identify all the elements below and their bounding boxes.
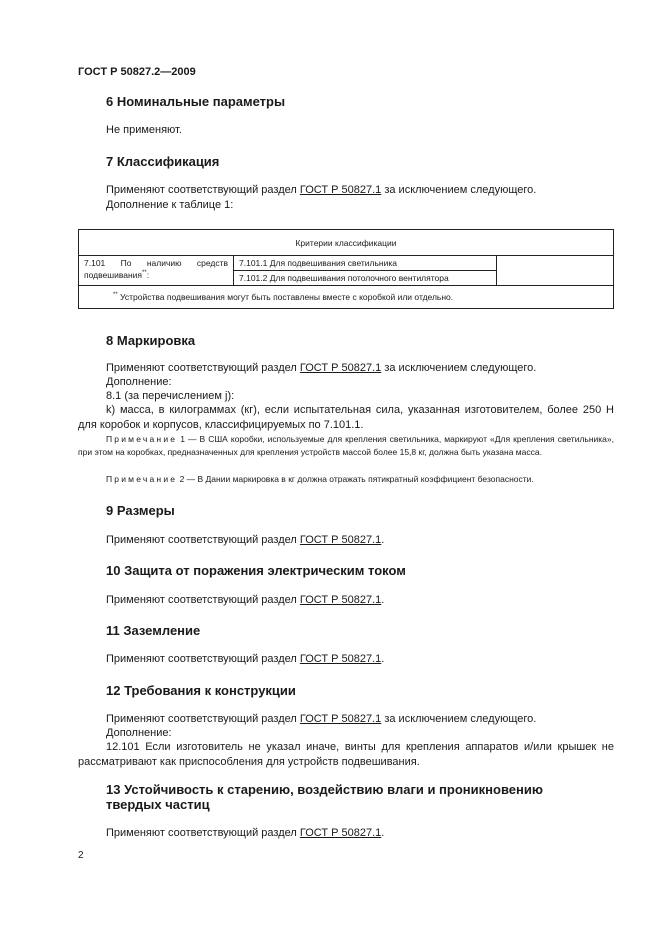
section-7-line1: Применяют соответствующий раздел ГОСТ Р 50827.1 за исключением следующего. <box>106 184 537 196</box>
gost-reference-link[interactable]: ГОСТ Р 50827.1 <box>299 534 382 546</box>
section-8-line3: 8.1 (за перечислением j): <box>106 390 235 402</box>
section-11-text: Применяют соответствующий раздел ГОСТ Р 50827.1. <box>106 653 385 665</box>
table-empty-cell <box>497 256 614 286</box>
table-header: Критерии классификации <box>79 230 614 256</box>
section-8-note-1: Примечание 1 — В США коробки, используемые для крепления светильника, маркируют «Для крепления светильника», при этом на коробках, предназначенных для крепления устройств массой более 15,8 кг, должна быть указана масса. <box>78 434 614 457</box>
section-7-heading: 7 Классификация <box>106 154 220 169</box>
gost-reference-link[interactable]: ГОСТ Р 50827.1 <box>299 827 382 839</box>
gost-reference-link[interactable]: ГОСТ Р 50827.1 <box>299 362 382 374</box>
section-6-text: Не применяют. <box>106 124 182 136</box>
section-12-line1: Применяют соответствующий раздел ГОСТ Р 50827.1 за исключением следующего. <box>106 713 537 725</box>
section-8-line1: Применяют соответствующий раздел ГОСТ Р 50827.1 за исключением следующего. <box>106 362 537 374</box>
section-6-heading: 6 Номинальные параметры <box>106 94 286 109</box>
section-12-heading: 12 Требования к конструкции <box>106 683 296 698</box>
gost-reference-link[interactable]: ГОСТ Р 50827.1 <box>299 713 382 725</box>
section-11-heading: 11 Заземление <box>106 623 201 638</box>
section-12-item: 12.101 Если изготовитель не указал иначе, винты для крепления аппаратов и/или крышек не рассматривают как приспособления для устройств подвешивания. <box>78 741 614 768</box>
section-13-heading-line2: твердых частиц <box>106 797 210 812</box>
section-9-text: Применяют соответствующий раздел ГОСТ Р 50827.1. <box>106 534 385 546</box>
gost-reference-link[interactable]: ГОСТ Р 50827.1 <box>299 594 382 606</box>
section-8-note-2: Примечание 2 — В Дании маркировка в кг должна отражать пятикратный коэффициент безопасности. <box>106 474 534 484</box>
gost-reference-link[interactable]: ГОСТ Р 50827.1 <box>299 184 382 196</box>
section-10-heading: 10 Защита от поражения электрическим током <box>106 563 406 578</box>
gost-reference-link[interactable]: ГОСТ Р 50827.1 <box>299 653 382 665</box>
section-7-line2: Дополнение к таблице 1: <box>106 199 234 211</box>
table-sub-1: 7.101.1 Для подвешивания светильника <box>234 256 497 271</box>
section-10-text: Применяют соответствующий раздел ГОСТ Р 50827.1. <box>106 594 385 606</box>
section-8-item-k: k) масса, в килограммах (кг), если испытательная сила, указанная изготовителем, более 250 Н для коробок и корпусов, классифицируемых по 7.101.1. <box>78 404 614 431</box>
table-sub-2: 7.101.2 Для подвешивания потолочного вентилятора <box>234 271 497 286</box>
section-12-line2: Дополнение: <box>106 727 172 739</box>
document-id: ГОСТ Р 50827.2—2009 <box>78 66 196 78</box>
section-13-heading-line1: 13 Устойчивость к старению, воздействию влаги и проникновению <box>106 782 543 797</box>
table-footnote: ** Устройства подвешивания могут быть поставлены вместе с коробкой или отдельно. <box>79 286 614 309</box>
classification-table <box>78 229 614 309</box>
section-8-line2: Дополнение: <box>106 376 172 388</box>
section-8-heading: 8 Маркировка <box>106 333 196 348</box>
section-13-text: Применяют соответствующий раздел ГОСТ Р 50827.1. <box>106 827 385 839</box>
table-category-cell: 7.101 По наличию средств подвешивания**: <box>79 256 234 286</box>
page-number: 2 <box>78 850 84 861</box>
section-9-heading: 9 Размеры <box>106 503 175 518</box>
